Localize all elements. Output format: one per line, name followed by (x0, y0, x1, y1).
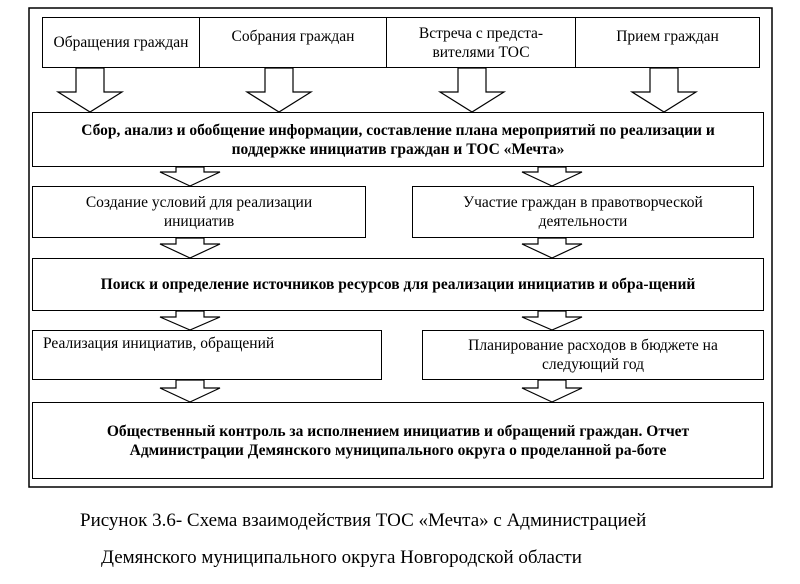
step-public-control-label: Общественный контроль за исполнением инициатив и обращений граждан. Отчет Администрации Демянского муниципального округа о проделанной ра-боте (106, 422, 690, 459)
arrow-down-icon (247, 68, 311, 112)
arrow-down-icon (58, 68, 122, 112)
step-create-conditions (32, 186, 366, 238)
arrow-down-icon (522, 380, 582, 402)
arrow-down-icon (160, 380, 220, 402)
step-citizen-participation-label: Участие граждан в правотворческой деятельности (463, 194, 703, 230)
arrow-down-icon (632, 68, 696, 112)
step-budget-planning (422, 330, 764, 380)
arrow-down-icon (522, 167, 582, 186)
step-implementation-label: Реализация инициатив, обращений (43, 335, 275, 352)
step-resource-search (32, 258, 764, 311)
arrow-down-icon (440, 68, 504, 112)
step-citizen-participation (412, 186, 754, 238)
source-box (386, 17, 576, 68)
arrow-down-icon (160, 238, 220, 258)
arrow-down-icon (522, 311, 582, 330)
step-create-conditions-label: Создание условий для реализации инициатив (85, 194, 313, 230)
source-box (199, 17, 387, 68)
source-label: Встреча с предста-вителями ТОС (418, 24, 544, 61)
step-budget-planning-label: Планирование расходов в бюджете на следующий год (468, 337, 718, 373)
step-public-control (32, 402, 764, 479)
source-box (575, 17, 760, 68)
arrow-down-icon (522, 238, 582, 258)
figure-caption-line1: Рисунок 3.6- Схема взаимодействия ТОС «Мечта» с Администрацией (80, 510, 647, 531)
step-implementation (32, 330, 382, 380)
arrow-down-icon (160, 311, 220, 330)
arrow-down-icon (160, 167, 220, 186)
source-label: Обращения граждан (53, 34, 189, 51)
source-label: Прием граждан (616, 28, 719, 45)
step-collect-analyze (32, 112, 764, 167)
step-resource-search-label: Поиск и определение источников ресурсов для реализации инициатив и обра-щений (100, 276, 696, 293)
source-box (42, 17, 200, 68)
source-label: Собрания граждан (231, 28, 355, 45)
step-collect-analyze-label: Сбор, анализ и обобщение информации, составление плана мероприятий по реализации и поддержке инициатив граждан и ТОС «Мечта» (81, 121, 715, 158)
figure-caption-line2: Демянского муниципального округа Новгородской области (101, 547, 582, 568)
